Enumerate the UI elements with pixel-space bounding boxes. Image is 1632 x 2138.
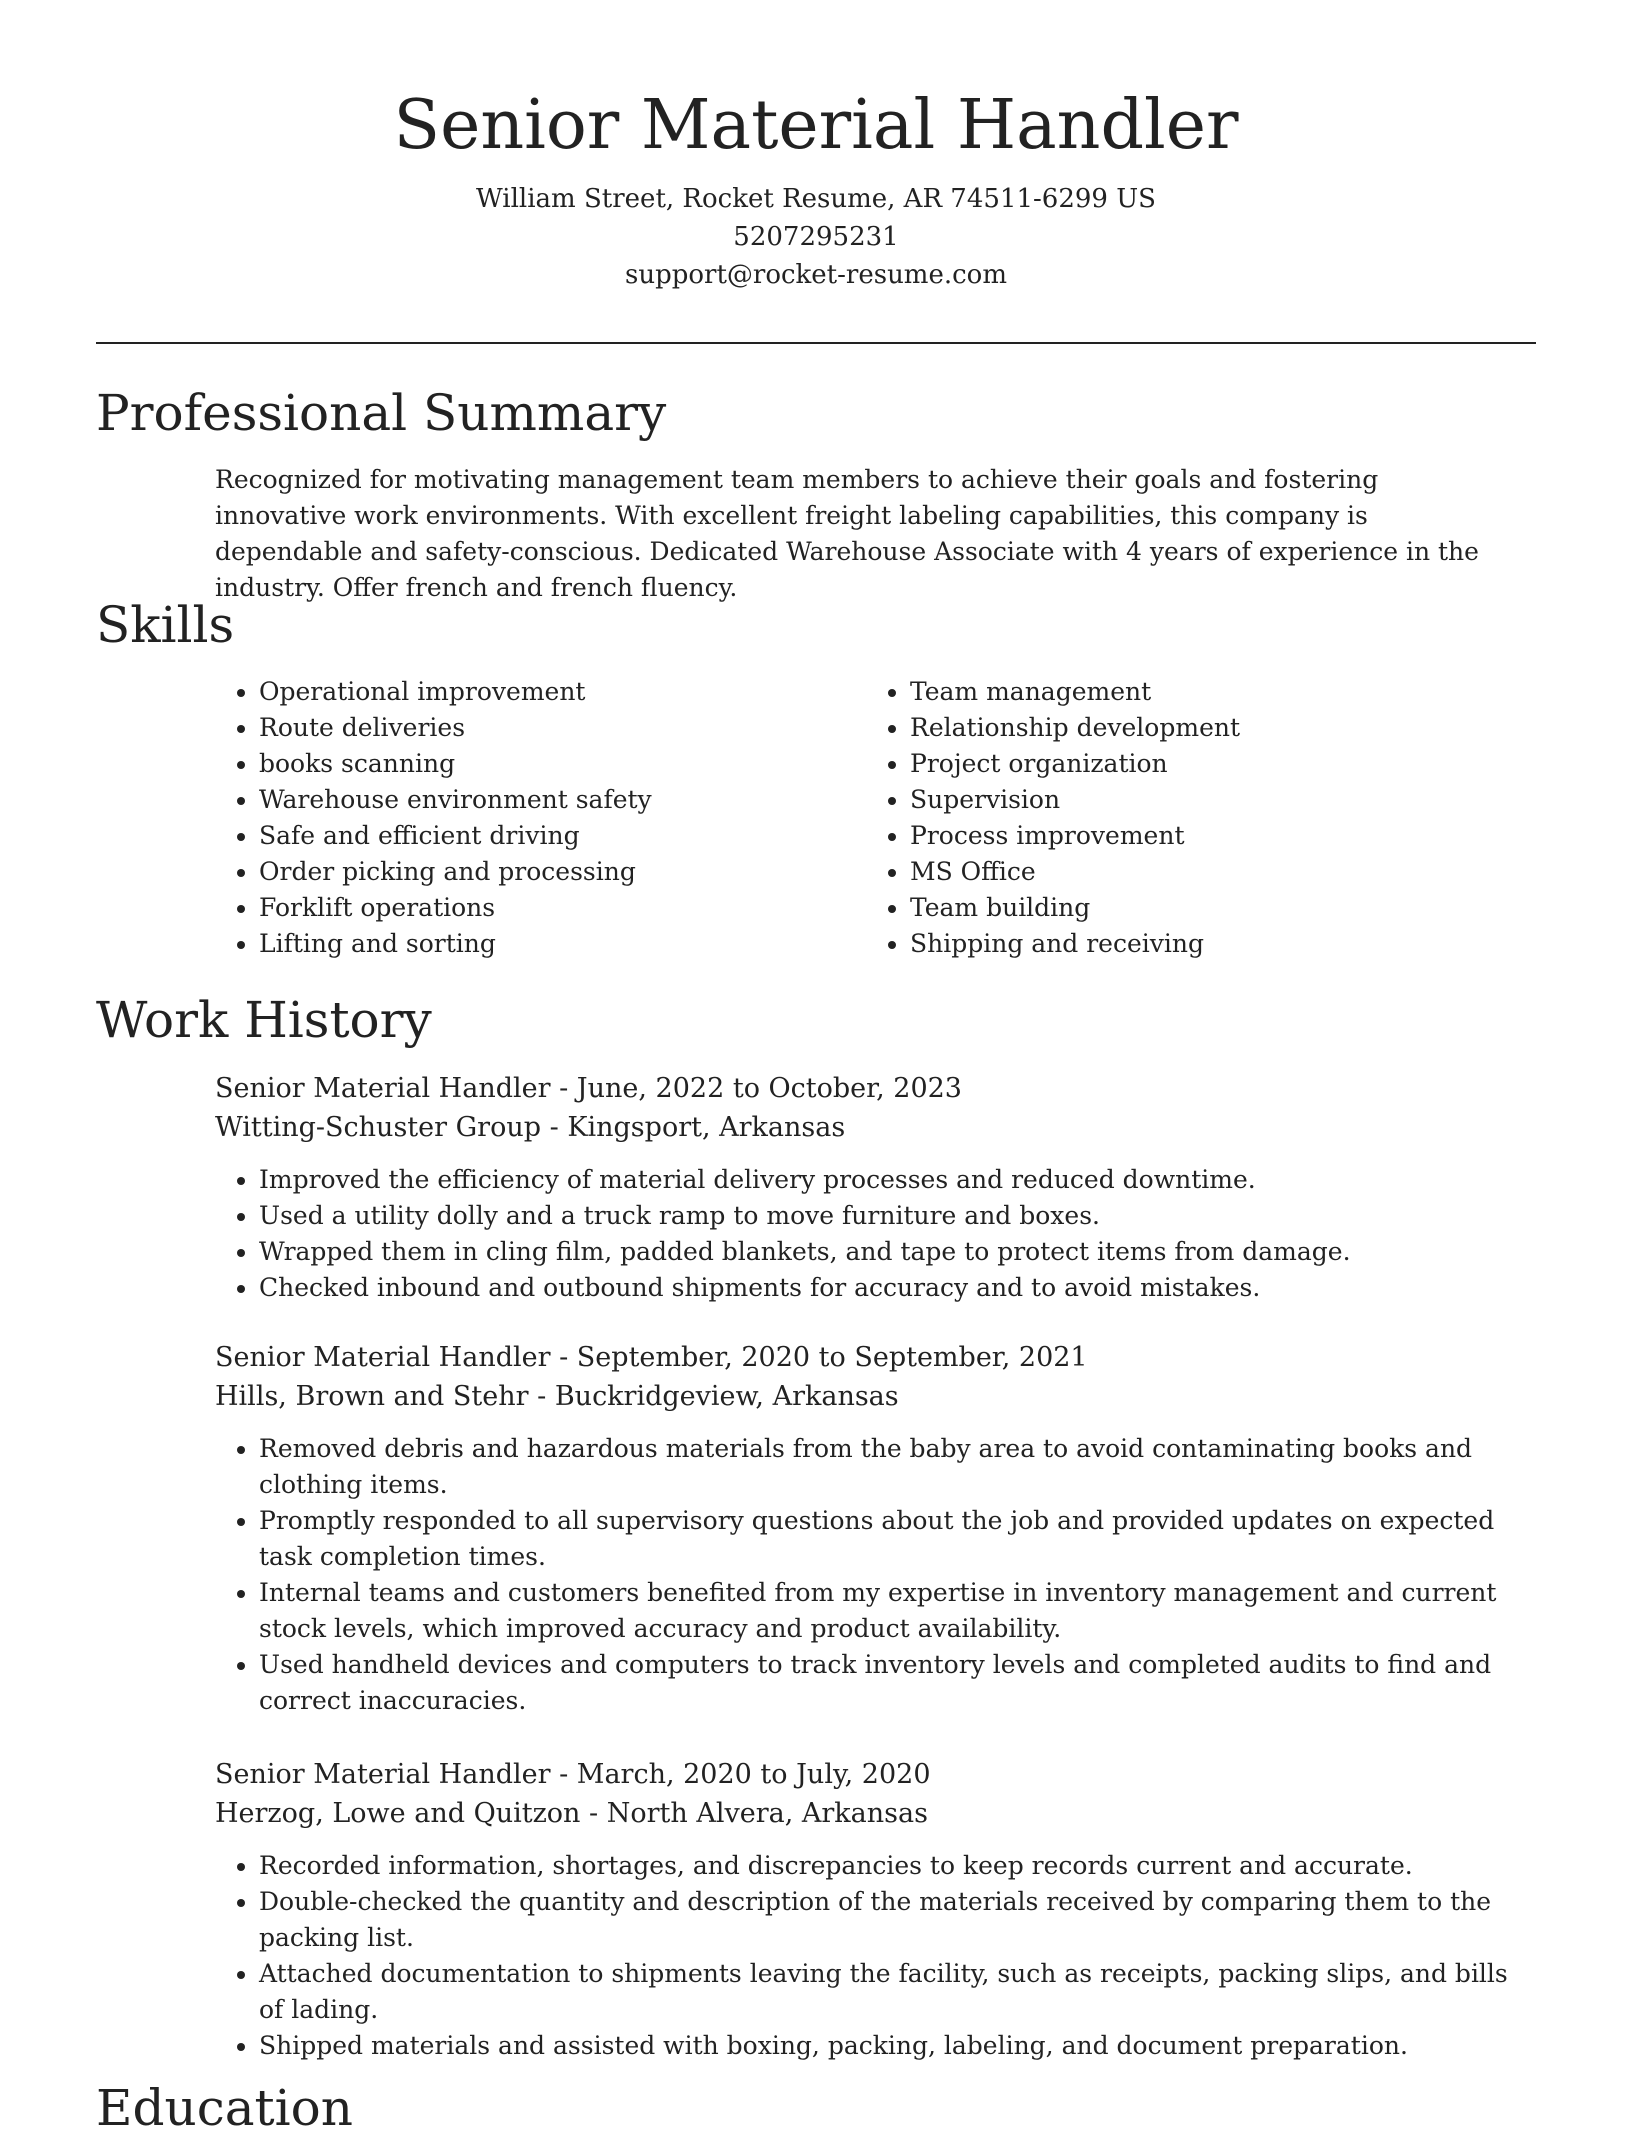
job-title-line <box>215 1338 1525 1377</box>
job-bullet: • Improved the efficiency of material delivery processes and reduced downtime. <box>259 1162 1525 1198</box>
job-entry-2 <box>215 1338 1525 1719</box>
skills-section-title: Skills <box>96 596 235 654</box>
skill-item: • books scanning <box>259 746 815 782</box>
job-bullet: • Recorded information, shortages, and discrepancies to keep records current and accurate. <box>259 1848 1525 1884</box>
job-bullet: • Wrapped them in cling film, padded blankets, and tape to protect items from damage. <box>259 1234 1525 1270</box>
job-entry-3 <box>215 1755 1525 2064</box>
job-company: Hills, Brown and Stehr <box>215 1381 529 1412</box>
job-location: - North Alvera, Arkansas <box>580 1798 928 1829</box>
job-bullet: • Removed debris and hazardous materials from the baby area to avoid contaminating books and clothing items. <box>259 1431 1525 1503</box>
job-title-line <box>215 1069 1525 1108</box>
job-bullet-list <box>215 1848 1525 2064</box>
skill-item: • Process improvement <box>910 818 1506 854</box>
work-section-title: Work History <box>96 991 432 1049</box>
candidate-name: Senior Material Handler <box>393 86 1239 165</box>
job-title: Senior Material Handler <box>215 1759 551 1790</box>
contact-email: support@rocket-resume.com <box>624 260 1007 290</box>
job-title-line <box>215 1755 1525 1794</box>
job-bullet: • Used handheld devices and computers to track inventory levels and completed audits to find and correct inaccuracies. <box>259 1647 1525 1719</box>
resume-header <box>96 80 1536 294</box>
skill-item: • Operational improvement <box>259 674 815 710</box>
skills-column-right <box>866 674 1506 962</box>
skill-item: • Route deliveries <box>259 710 815 746</box>
job-company: Witting-Schuster Group <box>215 1112 542 1143</box>
job-bullet: • Checked inbound and outbound shipments for accuracy and to avoid mistakes. <box>259 1270 1525 1306</box>
job-dates: - March, 2020 to July, 2020 <box>550 1759 931 1790</box>
skill-item: • Supervision <box>910 782 1506 818</box>
job-company: Herzog, Lowe and Quitzon <box>215 1798 581 1829</box>
job-location: - Buckridgeview, Arkansas <box>528 1381 899 1412</box>
skill-item: • Project organization <box>910 746 1506 782</box>
job-bullet: • Attached documentation to shipments leaving the facility, such as receipts, packing slips, and bills of lading. <box>259 1956 1525 2028</box>
skill-item: • Lifting and sorting <box>259 926 815 962</box>
skill-item: • Warehouse environment safety <box>259 782 815 818</box>
skills-column-left <box>215 674 815 962</box>
job-bullet-list <box>215 1162 1525 1306</box>
skill-item: • MS Office <box>910 854 1506 890</box>
skill-item: • Team management <box>910 674 1506 710</box>
job-entry-1 <box>215 1069 1525 1306</box>
job-bullet: • Used a utility dolly and a truck ramp to move furniture and boxes. <box>259 1198 1525 1234</box>
job-bullet-list <box>215 1431 1525 1719</box>
skill-item: • Relationship development <box>910 710 1506 746</box>
education-section-title: Education <box>96 2079 353 2137</box>
skill-item: • Forklift operations <box>259 890 815 926</box>
job-location: - Kingsport, Arkansas <box>541 1112 846 1143</box>
skills-list-left <box>215 674 815 962</box>
summary-text: Recognized for motivating management team members to achieve their goals and fostering innovative work environments. With excellent freight labeling capabilities, this company is dependable and safety-conscious. Dedicated Warehouse Associate with 4 years of experience in the industry. Offer french and french fluency. <box>215 465 1479 602</box>
job-bullet: • Internal teams and customers benefited from my expertise in inventory management and current stock levels, which improved accuracy and product availability. <box>259 1575 1525 1647</box>
skill-item: • Order picking and processing <box>259 854 815 890</box>
skill-item: • Shipping and receiving <box>910 926 1506 962</box>
job-dates: - September, 2020 to September, 2021 <box>550 1342 1088 1373</box>
job-dates: - June, 2022 to October, 2023 <box>550 1073 962 1104</box>
job-bullet: • Double-checked the quantity and description of the materials received by comparing them to the packing list. <box>259 1884 1525 1956</box>
job-company-line <box>215 1108 1525 1147</box>
contact-phone: 5207295231 <box>733 222 899 252</box>
job-bullet: • Shipped materials and assisted with boxing, packing, labeling, and document preparation. <box>259 2028 1525 2064</box>
summary-section-title: Professional Summary <box>96 384 667 442</box>
job-title: Senior Material Handler <box>215 1073 551 1104</box>
skill-item: • Team building <box>910 890 1506 926</box>
contact-block <box>96 180 1536 294</box>
contact-address: William Street, Rocket Resume, AR 74511-6299 US <box>476 184 1156 214</box>
skill-item: • Safe and efficient driving <box>259 818 815 854</box>
job-title: Senior Material Handler <box>215 1342 551 1373</box>
skills-list-right <box>866 674 1506 962</box>
job-company-line <box>215 1794 1525 1833</box>
job-bullet: • Promptly responded to all supervisory questions about the job and provided updates on expected task completion times. <box>259 1503 1525 1575</box>
header-divider <box>96 342 1536 344</box>
job-company-line <box>215 1377 1525 1416</box>
